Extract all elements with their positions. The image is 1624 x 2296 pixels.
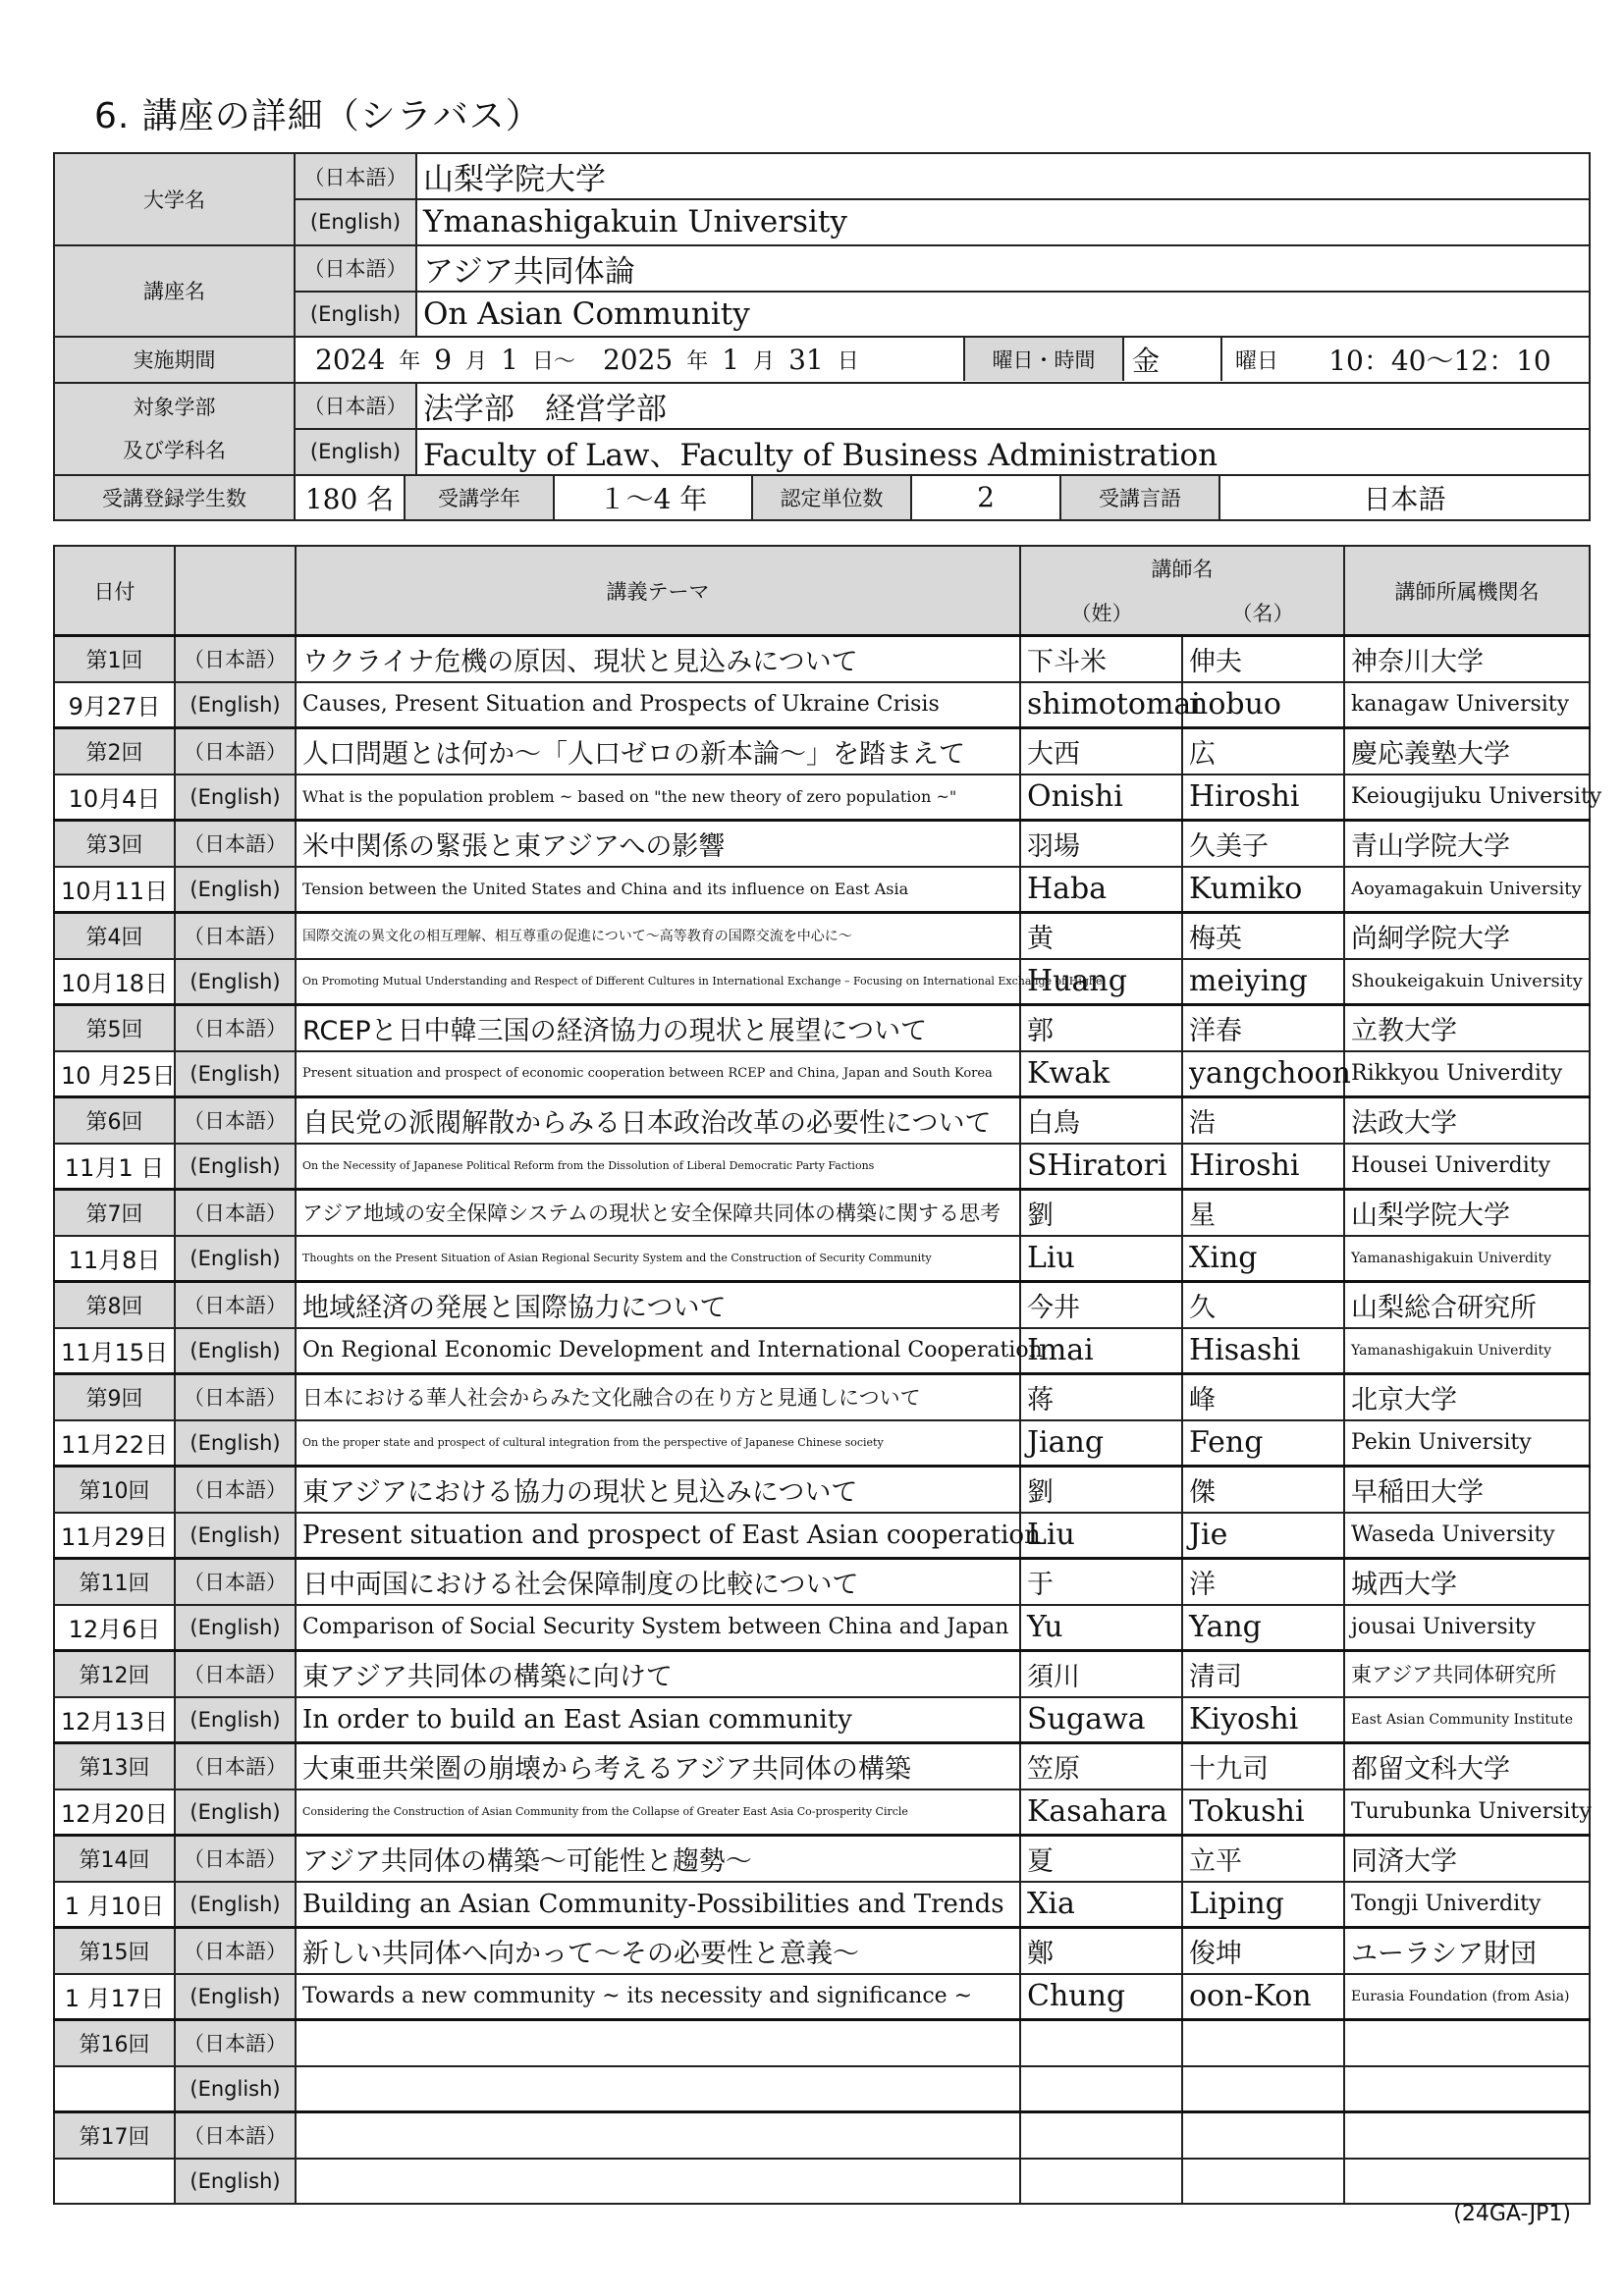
surname-en: Imai — [1020, 1328, 1182, 1374]
session-row-jp — [54, 1282, 1590, 1328]
surname-jp: 羽場 — [1020, 821, 1182, 867]
session-row-en — [54, 867, 1590, 913]
surname-en: Kwak — [1020, 1051, 1182, 1097]
lang-en-label: (English) — [175, 867, 296, 913]
session-row-jp — [54, 2112, 1590, 2159]
session-row-jp — [54, 1743, 1590, 1789]
grade-label: 受講学年 — [406, 476, 555, 519]
surname-en: SHiratori — [1020, 1144, 1182, 1190]
end-month: 1 — [722, 343, 740, 376]
session-row-en — [54, 774, 1590, 821]
theme-jp: 新しい共同体へ向かって～その必要性と意義～ — [296, 1928, 1020, 1974]
lang-jp-label: （日本語） — [175, 821, 296, 867]
session-date: 10月18日 — [54, 959, 175, 1005]
lang-en-label: (English) — [175, 1144, 296, 1190]
session-number: 第5回 — [54, 1005, 175, 1051]
session-date: 10月4日 — [54, 774, 175, 821]
session-row-jp — [54, 913, 1590, 959]
session-date: 11月15日 — [54, 1328, 175, 1374]
given-name-jp — [1182, 2020, 1344, 2066]
session-date: 1 月17日 — [54, 1974, 175, 2020]
surname-en: Liu — [1020, 1513, 1182, 1559]
given-name-en: Hisashi — [1182, 1328, 1344, 1374]
lang-en-label: (English) — [175, 959, 296, 1005]
session-row-jp — [54, 728, 1590, 774]
given-name-jp: 十九司 — [1182, 1743, 1344, 1789]
lang-jp-label: （日本語） — [175, 1282, 296, 1328]
theme-en: On the proper state and prospect of cultural integration from the perspective of Japanese Chinese society — [296, 1420, 1020, 1467]
given-name-jp: 立平 — [1182, 1836, 1344, 1882]
surname-en: Huang — [1020, 959, 1182, 1005]
theme-jp: アジア地域の安全保障システムの現状と安全保障共同体の構築に関する思考 — [296, 1190, 1020, 1236]
university-en: Ymanashigakuin University — [416, 199, 1590, 245]
lang-en-label: (English) — [295, 429, 416, 475]
lang-jp-label: （日本語） — [175, 1374, 296, 1420]
lang-jp-label: （日本語） — [175, 636, 296, 682]
lang-en-label: (English) — [175, 1051, 296, 1097]
surname-en: Haba — [1020, 867, 1182, 913]
surname-jp: 笠原 — [1020, 1743, 1182, 1789]
theme-en: On Promoting Mutual Understanding and Respect of Different Cultures in International Exchange – Focusing on International Exchange of Highe — [296, 959, 1020, 1005]
given-name-en: Hiroshi — [1182, 774, 1344, 821]
affiliation-en — [1344, 2066, 1590, 2112]
start-year: 2024 — [315, 343, 386, 376]
affiliation-jp: 城西大学 — [1344, 1559, 1590, 1605]
session-row-jp — [54, 1190, 1590, 1236]
given-name-en — [1182, 2066, 1344, 2112]
given-name-en: nobuo — [1182, 682, 1344, 728]
given-name-jp: 洋春 — [1182, 1005, 1344, 1051]
theme-jp — [296, 2112, 1020, 2159]
surname-jp — [1020, 2020, 1182, 2066]
header-date: 日付 — [54, 546, 175, 636]
session-row-jp — [54, 2020, 1590, 2066]
header-surname: （姓） — [1020, 591, 1182, 636]
theme-en: Building an Asian Community-Possibilities and Trends — [296, 1882, 1020, 1928]
theme-en: On Regional Economic Development and International Cooperation — [296, 1328, 1020, 1374]
theme-jp: 日本における華人社会からみた文化融合の在り方と見通しについて — [296, 1374, 1020, 1420]
theme-jp: 東アジアにおける協力の現状と見込みについて — [296, 1467, 1020, 1513]
session-row-en — [54, 1605, 1590, 1651]
surname-en: Liu — [1020, 1236, 1182, 1282]
given-name-en: Kiyoshi — [1182, 1697, 1344, 1743]
session-number: 第4回 — [54, 913, 175, 959]
faculty-label-line1: 対象学部 — [133, 395, 216, 419]
dow-suffix: 曜日 — [1234, 348, 1278, 374]
given-name-jp — [1182, 2112, 1344, 2159]
surname-en: Kasahara — [1020, 1789, 1182, 1836]
surname-en: Sugawa — [1020, 1697, 1182, 1743]
theme-jp: 人口問題とは何か～「人口ゼロの新本論～」を踏まえて — [296, 728, 1020, 774]
lang-jp-label: （日本語） — [175, 1928, 296, 1974]
session-number: 第1回 — [54, 636, 175, 682]
given-name-en: Feng — [1182, 1420, 1344, 1467]
surname-en: Chung — [1020, 1974, 1182, 2020]
session-row-jp — [54, 1559, 1590, 1605]
year-unit: 年 — [399, 348, 421, 374]
lang-jp-label: （日本語） — [295, 383, 416, 429]
lang-jp-label: （日本語） — [175, 1651, 296, 1697]
session-row-en — [54, 1697, 1590, 1743]
course-jp: アジア共同体論 — [416, 245, 1590, 292]
faculty-label — [54, 383, 295, 475]
theme-en: In order to build an East Asian community — [296, 1697, 1020, 1743]
page-title: 6. 講座の詳細（シラバス） — [94, 96, 542, 136]
affiliation-en: Yamanashigakuin Univerdity — [1344, 1328, 1590, 1374]
theme-en: Towards a new community ~ its necessity and significance ~ — [296, 1974, 1020, 2020]
given-name-jp: 星 — [1182, 1190, 1344, 1236]
session-date: 10月11日 — [54, 867, 175, 913]
session-date: 11月8日 — [54, 1236, 175, 1282]
lang-jp-label: （日本語） — [175, 2020, 296, 2066]
header-lecturer: 講師名 — [1020, 546, 1344, 591]
course-label: 講座名 — [54, 245, 295, 338]
affiliation-jp: 立教大学 — [1344, 1005, 1590, 1051]
session-row-en — [54, 2159, 1590, 2205]
session-number: 第9回 — [54, 1374, 175, 1420]
session-date: 11月1 日 — [54, 1144, 175, 1190]
session-number: 第10回 — [54, 1467, 175, 1513]
affiliation-en: jousai University — [1344, 1605, 1590, 1651]
theme-en — [296, 2159, 1020, 2205]
session-number: 第14回 — [54, 1836, 175, 1882]
lang-en-label: (English) — [175, 682, 296, 728]
start-day: 1 — [501, 343, 518, 376]
theme-jp: 国際交流の異文化の相互理解、相互尊重の促進について～高等教育の国際交流を中心に～ — [296, 913, 1020, 959]
students-value: 180 名 — [296, 476, 406, 519]
theme-jp: ウクライナ危機の原因、現状と見込みについて — [296, 636, 1020, 682]
start-month: 9 — [434, 343, 453, 376]
language-label: 受講言語 — [1061, 476, 1220, 519]
affiliation-en: Rikkyou Univerdity — [1344, 1051, 1590, 1097]
session-row-jp — [54, 1836, 1590, 1882]
session-date: 11月29日 — [54, 1513, 175, 1559]
session-date — [54, 2066, 175, 2112]
lang-en-label: (English) — [295, 199, 416, 245]
session-row-en — [54, 1328, 1590, 1374]
affiliation-en: Tongji Univerdity — [1344, 1882, 1590, 1928]
given-name-en — [1182, 2159, 1344, 2205]
session-row-en — [54, 2066, 1590, 2112]
theme-en — [296, 2066, 1020, 2112]
session-date — [54, 2159, 175, 2205]
lang-en-label: (English) — [175, 2159, 296, 2205]
session-row-en — [54, 1789, 1590, 1836]
given-name-jp: 峰 — [1182, 1374, 1344, 1420]
session-row-jp — [54, 1005, 1590, 1051]
affiliation-en: Eurasia Foundation (from Asia) — [1344, 1974, 1590, 2020]
session-number: 第11回 — [54, 1559, 175, 1605]
surname-jp: 大西 — [1020, 728, 1182, 774]
surname-jp: 劉 — [1020, 1467, 1182, 1513]
session-row-en — [54, 1882, 1590, 1928]
students-label: 受講登録学生数 — [54, 475, 295, 521]
lang-jp-label: （日本語） — [175, 1743, 296, 1789]
given-name-en: Liping — [1182, 1882, 1344, 1928]
given-name-jp: 久 — [1182, 1282, 1344, 1328]
affiliation-jp: 法政大学 — [1344, 1097, 1590, 1144]
affiliation-jp: 山梨総合研究所 — [1344, 1282, 1590, 1328]
theme-en: Present situation and prospect of economic cooperation between RCEP and China, Japan and South Korea — [296, 1051, 1020, 1097]
surname-en: Yu — [1020, 1605, 1182, 1651]
theme-jp: 東アジア共同体の構築に向けて — [296, 1651, 1020, 1697]
affiliation-jp: 東アジア共同体研究所 — [1344, 1651, 1590, 1697]
lang-en-label: (English) — [175, 1882, 296, 1928]
theme-jp: 自民党の派閥解散からみる日本政治改革の必要性について — [296, 1097, 1020, 1144]
affiliation-en: Housei Univerdity — [1344, 1144, 1590, 1190]
session-row-en — [54, 1420, 1590, 1467]
surname-jp: 蒋 — [1020, 1374, 1182, 1420]
session-date: 9月27日 — [54, 682, 175, 728]
schedule-table — [53, 545, 1602, 2205]
given-name-jp: 俊坤 — [1182, 1928, 1344, 1974]
session-row-en — [54, 682, 1590, 728]
time-value: 10：40～12：10 — [1328, 345, 1551, 378]
session-row-en — [54, 1513, 1590, 1559]
surname-jp: 今井 — [1020, 1282, 1182, 1328]
session-number: 第2回 — [54, 728, 175, 774]
lang-en-label: (English) — [175, 774, 296, 821]
faculty-label-line2: 及び学科名 — [123, 438, 226, 462]
affiliation-en: Keiougijuku University — [1344, 774, 1590, 821]
lang-en-label: (English) — [175, 1697, 296, 1743]
end-day: 31 — [788, 343, 824, 376]
affiliation-jp: 尚絅学院大学 — [1344, 913, 1590, 959]
session-date: 12月20日 — [54, 1789, 175, 1836]
lang-en-label: (English) — [295, 292, 416, 338]
given-name-en: Jie — [1182, 1513, 1344, 1559]
lang-en-label: (English) — [175, 1420, 296, 1467]
session-row-jp — [54, 1651, 1590, 1697]
given-name-jp: 伸夫 — [1182, 636, 1344, 682]
affiliation-jp: 同済大学 — [1344, 1836, 1590, 1882]
surname-jp: 劉 — [1020, 1190, 1182, 1236]
end-year: 2025 — [602, 343, 674, 376]
month-unit: 月 — [465, 348, 488, 374]
session-row-jp — [54, 1374, 1590, 1420]
surname-en — [1020, 2066, 1182, 2112]
affiliation-jp — [1344, 2112, 1590, 2159]
session-row-jp — [54, 1467, 1590, 1513]
month-unit: 月 — [753, 348, 776, 374]
surname-en: Jiang — [1020, 1420, 1182, 1467]
theme-en: Present situation and prospect of East Asian cooperation — [296, 1513, 1020, 1559]
theme-en: Considering the Construction of Asian Community from the Collapse of Greater East Asia Co-prosperity Circle — [296, 1789, 1020, 1836]
surname-en: Xia — [1020, 1882, 1182, 1928]
surname-jp: 下斗米 — [1020, 636, 1182, 682]
lang-jp-label: （日本語） — [175, 1005, 296, 1051]
theme-en: On the Necessity of Japanese Political Reform from the Dissolution of Liberal Democratic Party Factions — [296, 1144, 1020, 1190]
theme-jp: 大東亜共栄圏の崩壊から考えるアジア共同体の構築 — [296, 1743, 1020, 1789]
dow-value: 金 — [1124, 338, 1222, 381]
footer-code: (24GA-JP1) — [1453, 2202, 1571, 2226]
given-name-jp: 久美子 — [1182, 821, 1344, 867]
surname-jp — [1020, 2112, 1182, 2159]
course-en: On Asian Community — [416, 292, 1590, 338]
affiliation-jp: 北京大学 — [1344, 1374, 1590, 1420]
university-jp: 山梨学院大学 — [416, 153, 1590, 199]
surname-jp: 鄭 — [1020, 1928, 1182, 1974]
header-affiliation: 講師所属機関名 — [1344, 546, 1590, 636]
enrollment-row — [295, 475, 1590, 521]
theme-jp: RCEPと日中韓三国の経済協力の現状と展望について — [296, 1005, 1020, 1051]
session-date: 12月13日 — [54, 1697, 175, 1743]
theme-en: What is the population problem ~ based on "the new theory of zero population ~" — [296, 774, 1020, 821]
session-row-jp — [54, 636, 1590, 682]
session-number: 第8回 — [54, 1282, 175, 1328]
year-unit: 年 — [686, 348, 709, 374]
affiliation-en: Shoukeigakuin University — [1344, 959, 1590, 1005]
affiliation-jp: 慶応義塾大学 — [1344, 728, 1590, 774]
session-number: 第16回 — [54, 2020, 175, 2066]
session-number: 第6回 — [54, 1097, 175, 1144]
session-number: 第7回 — [54, 1190, 175, 1236]
given-name-en: Tokushi — [1182, 1789, 1344, 1836]
lang-en-label: (English) — [175, 1974, 296, 2020]
session-row-jp — [54, 1097, 1590, 1144]
session-row-jp — [54, 821, 1590, 867]
affiliation-en: Turubunka University — [1344, 1789, 1590, 1836]
affiliation-en: kanagaw University — [1344, 682, 1590, 728]
theme-jp: 米中関係の緊張と東アジアへの影響 — [296, 821, 1020, 867]
session-number: 第17回 — [54, 2112, 175, 2159]
session-number: 第12回 — [54, 1651, 175, 1697]
affiliation-jp: 山梨学院大学 — [1344, 1190, 1590, 1236]
session-date: 11月22日 — [54, 1420, 175, 1467]
theme-en: Causes, Present Situation and Prospects of Ukraine Crisis — [296, 682, 1020, 728]
given-name-en: Hiroshi — [1182, 1144, 1344, 1190]
lang-en-label: (English) — [175, 1328, 296, 1374]
lang-jp-label: （日本語） — [175, 1559, 296, 1605]
lang-jp-label: （日本語） — [175, 1190, 296, 1236]
affiliation-en — [1344, 2159, 1590, 2205]
period-row — [295, 337, 1590, 383]
lang-jp-label: （日本語） — [175, 728, 296, 774]
given-name-en: Kumiko — [1182, 867, 1344, 913]
affiliation-jp: ユーラシア財団 — [1344, 1928, 1590, 1974]
session-row-en — [54, 1974, 1590, 2020]
affiliation-en: East Asian Community Institute — [1344, 1697, 1590, 1743]
session-date: 10 月25日 — [54, 1051, 175, 1097]
lang-jp-label: （日本語） — [295, 245, 416, 292]
header-blank — [175, 546, 296, 636]
affiliation-en: Aoyamagakuin University — [1344, 867, 1590, 913]
lang-en-label: (English) — [175, 2066, 296, 2112]
session-row-en — [54, 1051, 1590, 1097]
lang-jp-label: （日本語） — [175, 1467, 296, 1513]
theme-jp: 地域経済の発展と国際協力について — [296, 1282, 1020, 1328]
faculty-jp: 法学部 経営学部 — [416, 383, 1590, 429]
surname-jp: 須川 — [1020, 1651, 1182, 1697]
affiliation-jp: 神奈川大学 — [1344, 636, 1590, 682]
session-row-en — [54, 959, 1590, 1005]
given-name-jp: 傑 — [1182, 1467, 1344, 1513]
affiliation-en: Pekin University — [1344, 1420, 1590, 1467]
header-theme: 講義テーマ — [296, 546, 1020, 636]
course-info-table — [53, 152, 1591, 521]
affiliation-jp: 早稲田大学 — [1344, 1467, 1590, 1513]
theme-en: Thoughts on the Present Situation of Asian Regional Security System and the Construction of Security Community — [296, 1236, 1020, 1282]
lang-jp-label: （日本語） — [175, 2112, 296, 2159]
session-row-en — [54, 1144, 1590, 1190]
header-given: （名） — [1182, 591, 1344, 636]
surname-jp: 夏 — [1020, 1836, 1182, 1882]
theme-en: Comparison of Social Security System between China and Japan — [296, 1605, 1020, 1651]
surname-jp: 白鳥 — [1020, 1097, 1182, 1144]
given-name-jp: 広 — [1182, 728, 1344, 774]
given-name-en: meiying — [1182, 959, 1344, 1005]
session-number: 第15回 — [54, 1928, 175, 1974]
affiliation-en: Waseda University — [1344, 1513, 1590, 1559]
session-date: 1 月10日 — [54, 1882, 175, 1928]
theme-jp — [296, 2020, 1020, 2066]
lang-en-label: (English) — [175, 1789, 296, 1836]
affiliation-en: Yamanashigakuin Univerdity — [1344, 1236, 1590, 1282]
university-label: 大学名 — [54, 153, 295, 245]
session-row-en — [54, 1236, 1590, 1282]
surname-en — [1020, 2159, 1182, 2205]
faculty-en: Faculty of Law、Faculty of Business Administration — [416, 429, 1590, 475]
lang-jp-label: （日本語） — [175, 1836, 296, 1882]
surname-jp: 郭 — [1020, 1005, 1182, 1051]
given-name-en: oon-Kon — [1182, 1974, 1344, 2020]
affiliation-jp: 都留文科大学 — [1344, 1743, 1590, 1789]
surname-jp: 于 — [1020, 1559, 1182, 1605]
lang-en-label: (English) — [175, 1513, 296, 1559]
theme-en: Tension between the United States and China and its influence on East Asia — [296, 867, 1020, 913]
given-name-jp: 洋 — [1182, 1559, 1344, 1605]
given-name-jp: 浩 — [1182, 1097, 1344, 1144]
lang-jp-label: （日本語） — [295, 153, 416, 199]
session-number: 第3回 — [54, 821, 175, 867]
session-number: 第13回 — [54, 1743, 175, 1789]
given-name-en: Yang — [1182, 1605, 1344, 1651]
surname-en: shimotomai — [1020, 682, 1182, 728]
affiliation-jp — [1344, 2020, 1590, 2066]
language-value: 日本語 — [1363, 482, 1446, 515]
given-name-en: Xing — [1182, 1236, 1344, 1282]
lang-en-label: (English) — [175, 1236, 296, 1282]
credits-label: 認定単位数 — [753, 476, 912, 519]
theme-jp: アジア共同体の構築～可能性と趨勢～ — [296, 1836, 1020, 1882]
day-unit: 日 — [837, 348, 859, 374]
credits-value: 2 — [912, 476, 1061, 519]
given-name-en: yangchoon — [1182, 1051, 1344, 1097]
theme-jp: 日中両国における社会保障制度の比較について — [296, 1559, 1020, 1605]
lang-en-label: (English) — [175, 1605, 296, 1651]
lang-jp-label: （日本語） — [175, 913, 296, 959]
surname-jp: 黄 — [1020, 913, 1182, 959]
lang-jp-label: （日本語） — [175, 1097, 296, 1144]
grade-value: １～4 年 — [555, 476, 753, 519]
day-unit: 日～ — [531, 348, 575, 374]
dow-label: 曜日・時間 — [965, 338, 1124, 381]
sessions-body — [54, 636, 1602, 2205]
session-row-jp — [54, 1928, 1590, 1974]
surname-en: Onishi — [1020, 774, 1182, 821]
affiliation-jp: 青山学院大学 — [1344, 821, 1590, 867]
period-label: 実施期間 — [54, 337, 295, 383]
given-name-jp: 清司 — [1182, 1651, 1344, 1697]
given-name-jp: 梅英 — [1182, 913, 1344, 959]
session-date: 12月6日 — [54, 1605, 175, 1651]
